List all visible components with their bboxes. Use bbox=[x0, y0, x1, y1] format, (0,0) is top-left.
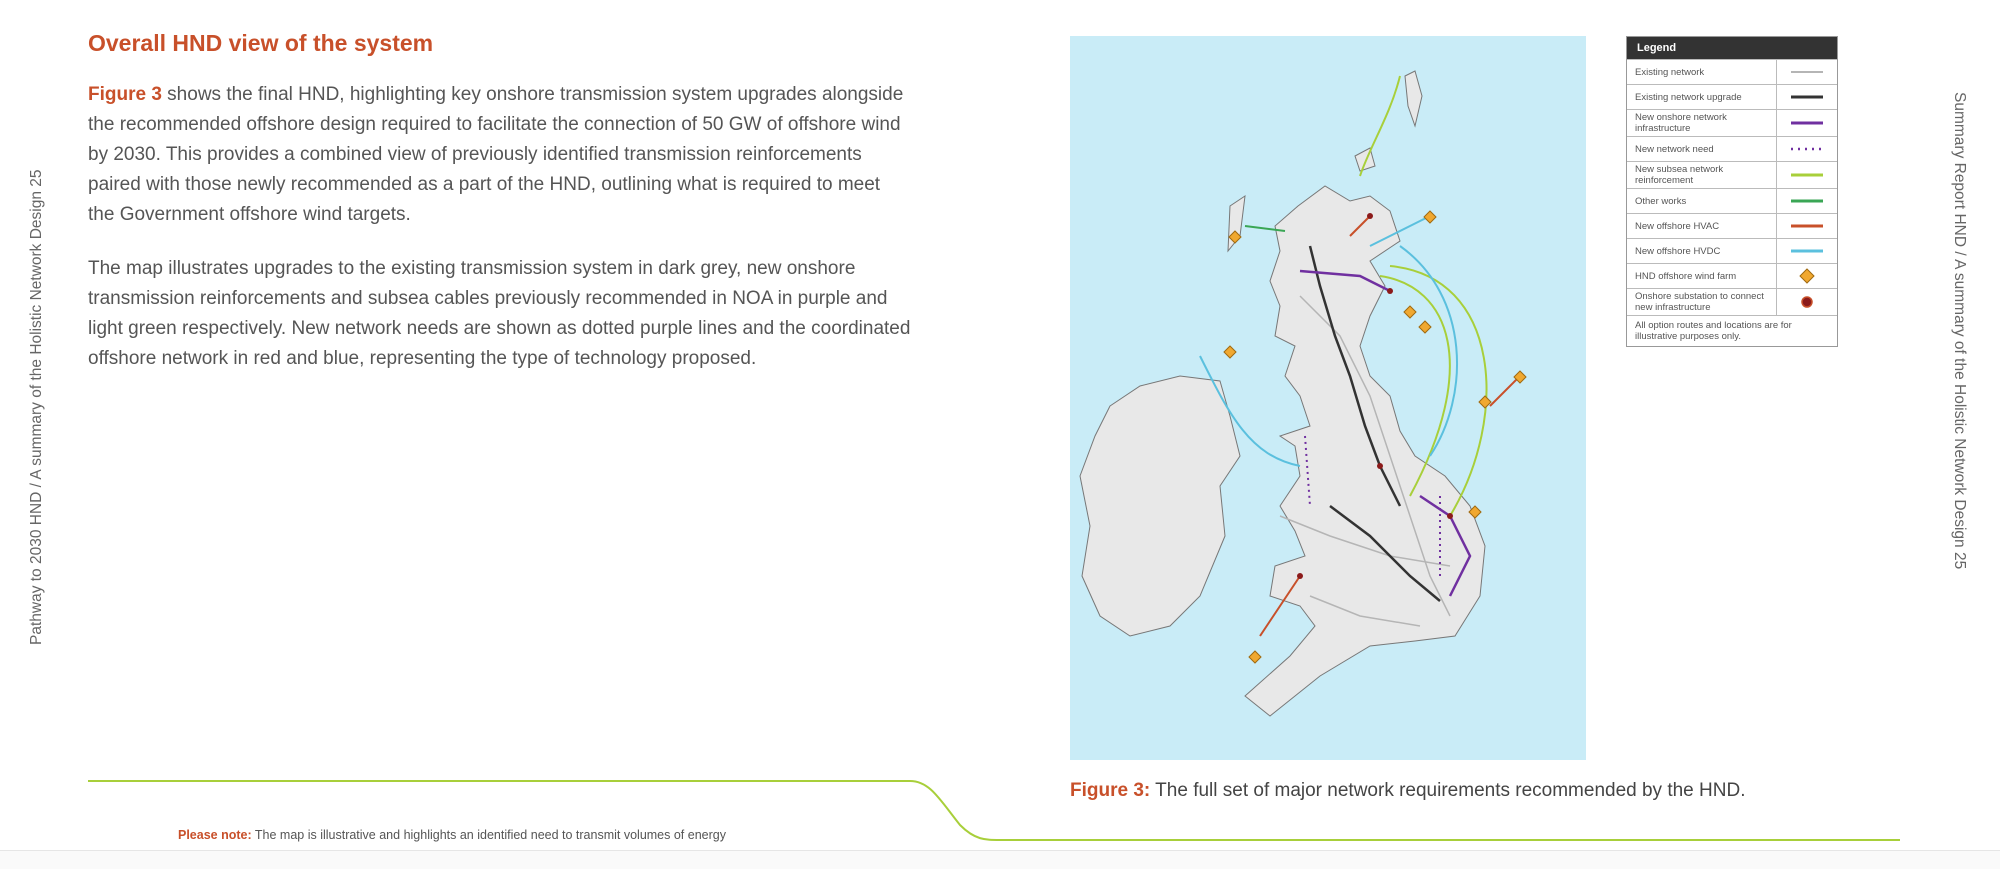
footnote-text: The map is illustrative and highlights an identified need to transmit volumes of energy bbox=[251, 828, 726, 842]
para1-line-2: the recommended offshore design required to facilitate the connection of 50 GW of offshore wind bbox=[88, 114, 901, 135]
legend-item: Existing network upgrade bbox=[1627, 84, 1837, 109]
section-title: Overall HND view of the system bbox=[88, 30, 434, 56]
para1-line-5: the Government offshore wind targets. bbox=[88, 204, 411, 225]
map-description-paragraph bbox=[88, 254, 988, 374]
para1-line-4: paired with those newly recommended as a part of the HND, outlining what is required to meet bbox=[88, 174, 881, 195]
running-header-right: Summary Report HND / A summary of the Holistic Network Design 25 bbox=[1951, 92, 1968, 570]
intro-paragraph bbox=[88, 80, 988, 230]
network-map bbox=[1070, 36, 1586, 760]
footnote bbox=[178, 828, 726, 842]
figure-reference: Figure 3 bbox=[88, 84, 162, 105]
map-illustration bbox=[1070, 36, 1586, 760]
caption-text: The full set of major network requirements recommended by the HND. bbox=[1150, 780, 1746, 801]
legend-item: New network need bbox=[1627, 136, 1837, 161]
substation-dot-icon bbox=[1800, 295, 1814, 309]
page-footer bbox=[0, 850, 2000, 869]
legend-item: New onshore network infrastructure bbox=[1627, 109, 1837, 136]
footnote-label: Please note: bbox=[178, 828, 252, 842]
legend-item: New offshore HVAC bbox=[1627, 213, 1837, 238]
diamond-icon bbox=[1799, 268, 1815, 284]
caption-label: Figure 3: bbox=[1070, 780, 1151, 801]
legend-item: Existing network bbox=[1627, 59, 1837, 84]
para2-line-2: transmission reinforcements and subsea cables previously recommended in NOA in purple and bbox=[88, 288, 888, 309]
running-header-left: Pathway to 2030 HND / A summary of the Holistic Network Design 25 bbox=[28, 169, 45, 645]
para1-line-3: by 2030. This provides a combined view of previously identified transmission reinforcements bbox=[88, 144, 862, 165]
para2-line-3: light green respectively. New network needs are shown as dotted purple lines and the coordinated bbox=[88, 318, 911, 339]
para1-line-1: shows the final HND, highlighting key onshore transmission system upgrades alongside bbox=[161, 84, 904, 105]
legend-note: All option routes and locations are for illustrative purposes only. bbox=[1627, 315, 1837, 346]
para2-line-4: offshore network in red and blue, representing the type of technology proposed. bbox=[88, 348, 757, 369]
map-legend bbox=[1626, 36, 1838, 347]
legend-item: Onshore substation to connect new infrastructure bbox=[1627, 288, 1837, 315]
legend-item: New offshore HVDC bbox=[1627, 238, 1837, 263]
legend-item: HND offshore wind farm bbox=[1627, 263, 1837, 288]
para2-line-1: The map illustrates upgrades to the existing transmission system in dark grey, new onshore bbox=[88, 258, 856, 279]
legend-item: Other works bbox=[1627, 188, 1837, 213]
legend-item: New subsea network reinforcement bbox=[1627, 161, 1837, 188]
legend-title: Legend bbox=[1627, 37, 1837, 59]
